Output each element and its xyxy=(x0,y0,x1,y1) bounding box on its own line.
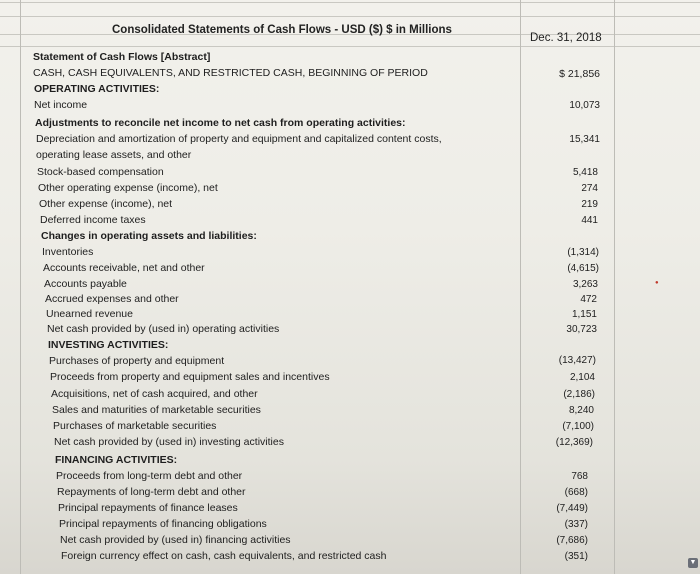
row-label: Principal repayments of financing obligations xyxy=(59,518,267,530)
row-label: Net income xyxy=(34,99,88,111)
row-value: 472 xyxy=(580,294,597,305)
row-label: Other operating expense (income), net xyxy=(38,182,218,194)
row-label: Adjustments to reconcile net income to net cash from operating activities: xyxy=(35,117,406,129)
section-heading-operating: OPERATING ACTIVITIES: xyxy=(34,83,160,95)
row-value: (4,615) xyxy=(567,263,599,274)
row-value: 10,073 xyxy=(569,100,600,111)
red-dot-icon: ● xyxy=(655,280,659,286)
section-heading-investing: INVESTING ACTIVITIES: xyxy=(48,339,169,351)
row-value: (7,686) xyxy=(556,535,588,546)
row-value: 5,418 xyxy=(572,167,598,178)
row-value: 768 xyxy=(571,471,588,482)
row-value: 30,723 xyxy=(566,324,597,335)
section-heading-financing: FINANCING ACTIVITIES: xyxy=(55,454,178,466)
column-divider xyxy=(614,0,615,574)
row-value: (668) xyxy=(564,487,588,498)
row-label: Net cash provided by (used in) investing activities xyxy=(54,436,284,448)
row-label: Net cash provided by (used in) operating activities xyxy=(47,323,280,335)
row-value: (7,449) xyxy=(556,503,588,514)
row-value: 441 xyxy=(581,215,598,226)
column-divider xyxy=(20,0,21,574)
row-value: 15,341 xyxy=(569,134,600,145)
row-value: 3,263 xyxy=(572,279,598,290)
row-value: 8,240 xyxy=(568,405,594,416)
row-label: Changes in operating assets and liabilities: xyxy=(41,230,257,242)
row-label: Purchases of property and equipment xyxy=(49,355,225,367)
row-value: (337) xyxy=(564,519,588,530)
row-value: (1,314) xyxy=(567,247,599,258)
statement-title: Consolidated Statements of Cash Flows - USD ($) $ in Millions xyxy=(112,24,452,36)
row-value: 274 xyxy=(581,183,598,194)
row-label: Net cash provided by (used in) financing activities xyxy=(60,534,291,546)
row-label: Stock-based compensation xyxy=(37,166,164,178)
row-value: (2,186) xyxy=(563,389,595,400)
row-label: Deferred income taxes xyxy=(40,214,146,226)
row-label: Sales and maturities of marketable securities xyxy=(52,404,261,416)
row-value: 2,104 xyxy=(569,372,595,383)
period-column-header: Dec. 31, 2018 xyxy=(530,32,602,44)
row-label: Other expense (income), net xyxy=(39,198,173,210)
row-label: operating lease assets, and other xyxy=(36,149,192,161)
row-value: (12,369) xyxy=(555,437,593,448)
row-value: $ 21,856 xyxy=(559,68,600,80)
row-value: 219 xyxy=(581,199,598,210)
row-label: Acquisitions, net of cash acquired, and other xyxy=(51,388,258,400)
grid-line xyxy=(0,16,700,17)
grid-line xyxy=(0,46,700,47)
row-value: (13,427) xyxy=(558,355,596,366)
row-label: Accrued expenses and other xyxy=(45,293,179,305)
row-label: Proceeds from long-term debt and other xyxy=(56,470,243,482)
row-label: Statement of Cash Flows [Abstract] xyxy=(33,51,211,63)
row-label: Accounts receivable, net and other xyxy=(43,262,205,274)
row-label: Inventories xyxy=(42,246,94,258)
row-value: (7,100) xyxy=(562,421,594,432)
row-label: Purchases of marketable securities xyxy=(53,420,217,432)
row-label: Principal repayments of finance leases xyxy=(58,502,238,514)
row-value: (351) xyxy=(564,551,588,562)
scroll-down-icon[interactable]: ▼ xyxy=(689,559,697,566)
row-label: Repayments of long-term debt and other xyxy=(57,486,246,498)
row-value: 1,151 xyxy=(571,309,597,320)
row-label: Foreign currency effect on cash, cash equivalents, and restricted cash xyxy=(61,550,387,562)
grid-line xyxy=(0,2,700,3)
row-label: Depreciation and amortization of property and equipment and capitalized content costs, xyxy=(36,133,442,145)
row-label: Unearned revenue xyxy=(46,308,133,320)
row-label: CASH, CASH EQUIVALENTS, AND RESTRICTED CASH, BEGINNING OF PERIOD xyxy=(33,67,428,79)
row-label: Proceeds from property and equipment sales and incentives xyxy=(50,371,330,383)
column-divider xyxy=(520,0,521,574)
row-label: Accounts payable xyxy=(44,278,127,290)
